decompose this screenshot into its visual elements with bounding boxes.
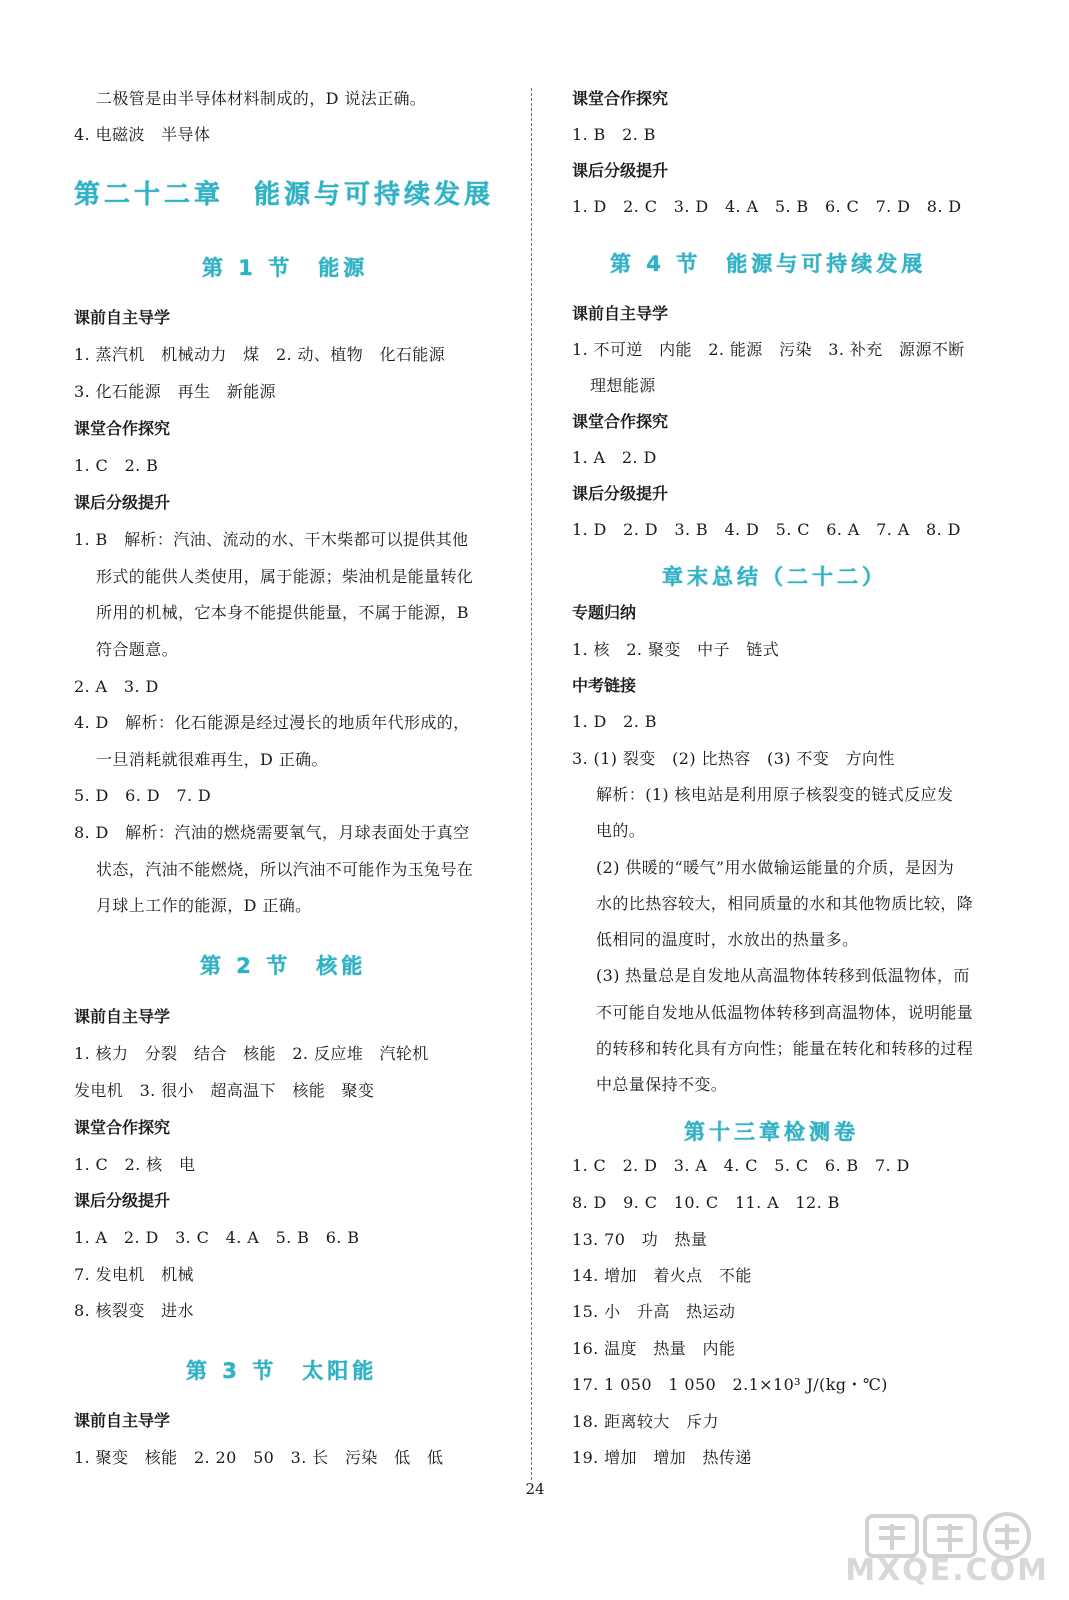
text-line: 1. 聚变 核能 2. 20 50 3. 长 污染 低 低	[74, 1448, 444, 1467]
text-line: 1. D 2. D 3. B 4. D 5. C 6. A 7. A 8. D	[572, 520, 961, 539]
subheading: 课后分级提升	[74, 1191, 171, 1210]
subheading: 课前自主导学	[74, 1007, 171, 1026]
subheading: 课堂合作探究	[572, 89, 669, 108]
section-title: 章末总结（二十二）	[662, 565, 887, 589]
text-line: 理想能源	[590, 376, 656, 395]
watermark	[845, 1510, 1055, 1590]
subheading: 中考链接	[572, 676, 637, 695]
text-line: (2) 供暖的“暖气”用水做输运能量的介质，是因为	[596, 858, 955, 877]
subheading: 课前自主导学	[74, 1411, 171, 1430]
text-line: 8. 核裂变 进水	[74, 1301, 194, 1320]
text-line: 1. D 2. C 3. D 4. A 5. B 6. C 7. D 8. D	[572, 197, 962, 216]
section-title: 第 3 节 太阳能	[186, 1359, 378, 1383]
subheading: 课堂合作探究	[572, 412, 669, 431]
column-divider	[531, 88, 532, 1480]
subheading: 课前自主导学	[572, 304, 669, 323]
text-line: 月球上工作的能源，D 正确。	[96, 896, 312, 915]
section-title: 第 1 节 能源	[202, 256, 369, 280]
text-line: 电的。	[596, 821, 646, 840]
chapter-title: 第二十二章 能源与可持续发展	[74, 180, 495, 210]
section-title: 第 4 节 能源与可持续发展	[610, 252, 927, 276]
text-line: 7. 发电机 机械	[74, 1265, 194, 1284]
text-line: 3. 化石能源 再生 新能源	[74, 382, 276, 401]
text-line: 发电机 3. 很小 超高温下 核能 聚变	[74, 1081, 375, 1100]
text-line: 8. D 9. C 10. C 11. A 12. B	[572, 1193, 840, 1212]
text-line: 水的比热容较大，相同质量的水和其他物质比较，降	[596, 894, 974, 913]
text-line: (3) 热量总是自发地从高温物体转移到低温物体，而	[596, 966, 970, 985]
text-line: 中总量保持不变。	[596, 1075, 728, 1094]
text-line: 1. C 2. 核 电	[74, 1155, 196, 1174]
page-number: 24	[525, 1480, 545, 1498]
text-line: 一旦消耗就很难再生，D 正确。	[96, 750, 328, 769]
text-line: 1. 不可逆 内能 2. 能源 污染 3. 补充 源源不断	[572, 340, 965, 359]
text-line: 1. C 2. B	[74, 456, 159, 475]
text-line: 的转移和转化具有方向性；能量在转化和转移的过程	[596, 1039, 974, 1058]
watermark-text: MXQE.COM	[845, 1553, 1049, 1588]
text-line: 8. D 解析：汽油的燃烧需要氧气，月球表面处于真空	[74, 823, 470, 842]
text-line: 1. 蒸汽机 机械动力 煤 2. 动、植物 化石能源	[74, 345, 446, 364]
text-line: 低相同的温度时，水放出的热量多。	[596, 930, 859, 949]
text-line: 不可能自发地从低温物体转移到高温物体，说明能量	[596, 1003, 974, 1022]
text-line: 15. 小 升高 热运动	[572, 1302, 736, 1321]
text-line: 1. D 2. B	[572, 712, 657, 731]
subheading: 课堂合作探究	[74, 1118, 171, 1137]
text-line: 二极管是由半导体材料制成的，D 说法正确。	[96, 89, 427, 108]
text-line: 1. C 2. D 3. A 4. C 5. C 6. B 7. D	[572, 1156, 910, 1175]
section-title: 第十三章检测卷	[684, 1120, 859, 1144]
text-line: 形式的能供人类使用，属于能源；柴油机是能量转化	[96, 567, 474, 586]
text-line: 解析：(1) 核电站是利用原子核裂变的链式反应发	[596, 785, 954, 804]
text-line: 所用的机械，它本身不能提供能量，不属于能源，B	[96, 603, 469, 622]
subheading: 课前自主导学	[74, 308, 171, 327]
subheading: 专题归纳	[572, 603, 637, 622]
text-line: 1. 核力 分裂 结合 核能 2. 反应堆 汽轮机	[74, 1044, 429, 1063]
text-line: 19. 增加 增加 热传递	[572, 1448, 752, 1467]
subheading: 课后分级提升	[74, 493, 171, 512]
text-line: 1. A 2. D 3. C 4. A 5. B 6. B	[74, 1228, 360, 1247]
text-line: 17. 1 050 1 050 2.1×10³ J/(kg・℃)	[572, 1375, 888, 1394]
text-line: 1. A 2. D	[572, 448, 657, 467]
subheading: 课后分级提升	[572, 161, 669, 180]
text-line: 符合题意。	[96, 640, 179, 659]
subheading: 课堂合作探究	[74, 419, 171, 438]
subheading: 课后分级提升	[572, 484, 669, 503]
text-line: 16. 温度 热量 内能	[572, 1339, 736, 1358]
text-line: 1. B 解析：汽油、流动的水、干木柴都可以提供其他	[74, 530, 469, 549]
text-line: 5. D 6. D 7. D	[74, 786, 212, 805]
text-line: 状态，汽油不能燃烧，所以汽油不可能作为玉兔号在	[96, 860, 474, 879]
text-line: 1. B 2. B	[572, 125, 656, 144]
text-line: 13. 70 功 热量	[572, 1230, 708, 1249]
text-line: 3. (1) 裂变 (2) 比热容 (3) 不变 方向性	[572, 749, 895, 768]
text-line: 1. 核 2. 聚变 中子 链式	[572, 640, 780, 659]
text-line: 14. 增加 着火点 不能	[572, 1266, 752, 1285]
text-line: 18. 距离较大 斥力	[572, 1412, 719, 1431]
text-line: 4. D 解析：化石能源是经过漫长的地质年代形成的，	[74, 713, 470, 732]
text-line: 4. 电磁波 半导体	[74, 125, 211, 144]
text-line: 2. A 3. D	[74, 677, 159, 696]
section-title: 第 2 节 核能	[200, 954, 367, 978]
